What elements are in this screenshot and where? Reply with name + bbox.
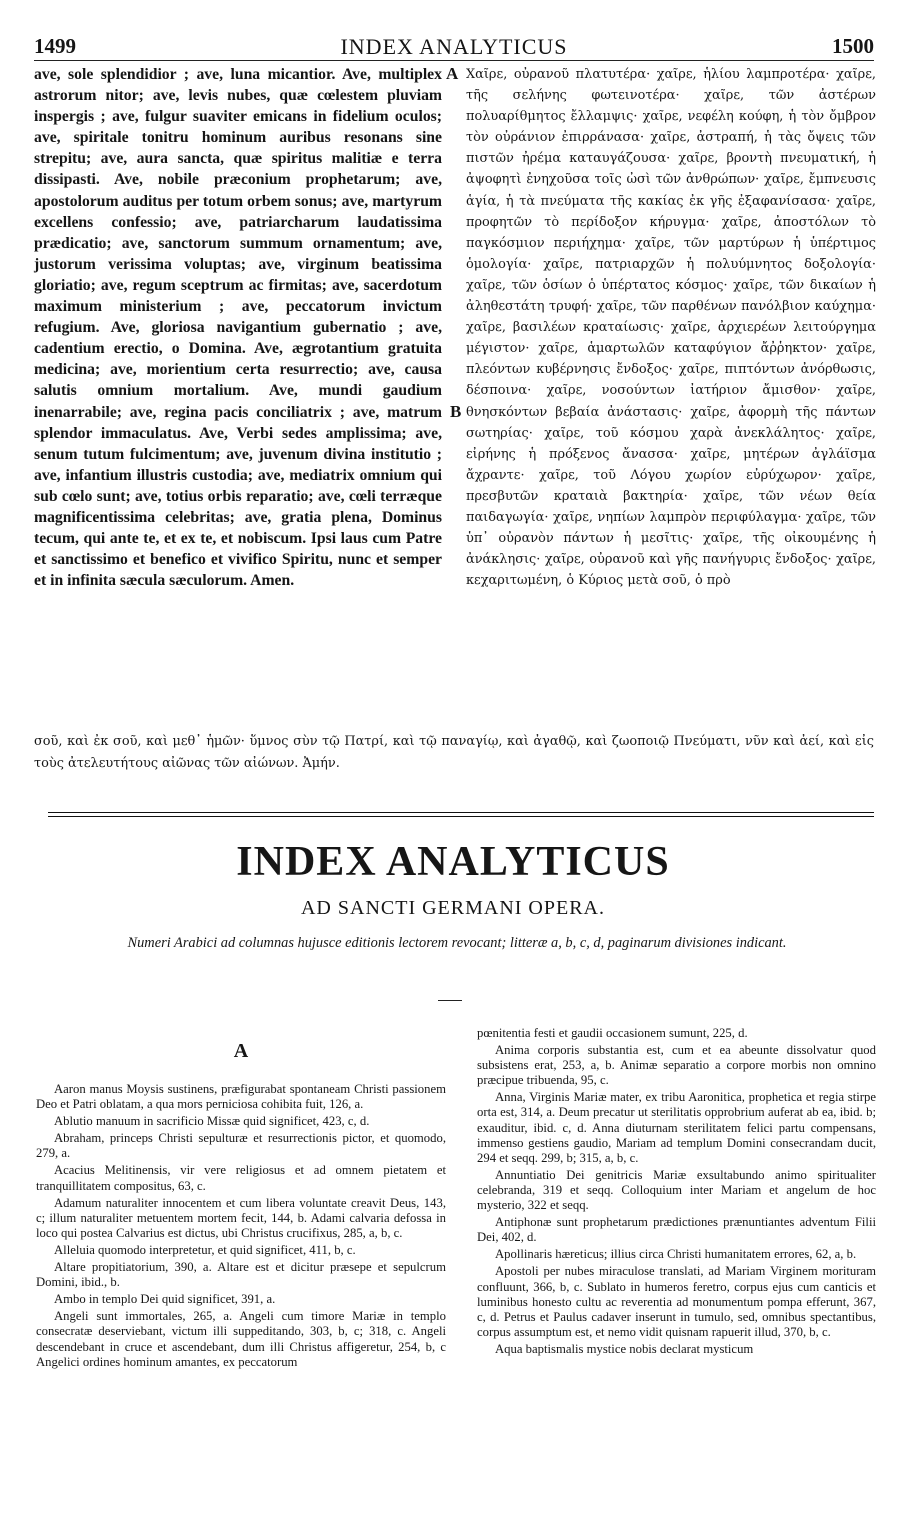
index-entry: Aqua baptismalis mystice nobis declarat mysticum (495, 1341, 754, 1356)
index-right-column (477, 1026, 876, 1359)
index-subtitle: AD SANCTI GERMANI OPERA. (300, 897, 605, 919)
greek-column: Χαῖρε, οὐρανοῦ πλατυτέρα· χαῖρε, ἡλίου λαμπροτέρα· χαῖρε, τῆς σελήνης φωτεινοτέρα· χαῖρε, τῶν ἀστέρων πολυαρίθμητος ἔλλαμψις· χαῖρε, νεφέλη κούφη, ἡ τὸν ὄμβρον τὸν οὐράνιον ἐπιρράνασα· χαῖρε, ἀστραπή, ἡ τὰς ὄψεις τῶν πιστῶν ἠρέμα καταυγάζουσα· χαῖρε, βροντὴ πνευματική, ἡ ἀψοφητὶ ἐνηχοῦσα τοῖς ὠσὶ τῶν ἀνθρώπων· χαῖρε, ἔμπνευσις ἁγία, ἡ τὰ πνεύματα τῆς κακίας ἐκ γῆς ἐξαφανίσασα· χαῖρε, προφητῶν τὸ περίδοξον κήρυγμα· χαῖρε, ἀποστόλων τὸ παγκόσμιον περιήχημα· χαῖρε, τῶν μαρτύρων ἡ ὑπέρτιμος ὁμολογία· χαῖρε, πατριαρχῶν ἡ πολυύμνητος δοξολογία· χαῖρε, τῶν ὁσίων ὁ ὑπέρτατος κόσμος· χαῖρε, τῶν δικαίων ἡ ἀληθεστάτη τρυφή· χαῖρε, τῶν παρθένων πανόλβιον καύχημα· χαῖρε, βασιλέων κραταίωσις· χαῖρε, ἀρχιερέων λειτούργημα μέγιστον· χαῖρε, ἁμαρτωλῶν καταφύγιον ἄῤῥηκτον· χαῖρε, πλεόντων κυβέρνησις ἔνδοξος· χαῖρε, πιπτόντων ἀνόρθωσις, δέσποινα· χαῖρε, νοσούντων ἰατήριον ἄμισθον· χαῖρε, θνησκόντων βεβαία ἀνάστασις· χαῖρε, ἀφορμὴ τῆς πάντων σωτηρίας· χαῖρε, τοῦ κόσμου χαρὰ ἀνεκλάλητος· χαῖρε, εἰρήνης ἡ πρόξενος ἄνασσα· χαῖρε, μητέρων ἀγλάϊσμα ἄχραντε· χαῖρε, τοῦ Λόγου χωρίον εὐρύχωρον· χαῖρε, πρεσβυτῶν κραταιὰ βακτηρία· χαῖρε, τῶν νέων θεία παιδαγωγία· χαῖρε, νηπίων λαμπρὸν περιφύλαγμα· χαῖρε, τῶν ὑπ᾿ οὐρανὸν πάντων ἡ μεσῖτις· χαῖρε, τῆς οἰκουμένης ἡ ἀνάκλησις· χαῖρε, οὐρανοῦ καὶ γῆς πανήγυρις ἔνδοξος· χαῖρε, κεχαριτωμένη, ὁ Κύριος μετὰ σοῦ, ὁ πρὸ (466, 67, 876, 589)
index-entry: Adamum naturaliter innocentem et cum libera voluntate creavit Deus, 143, c; illum naturaliter metuentem mortem fecit, 144, b. Adami calvaria defossa in loco qui postea Calvarius est dictus, ubi Christus crucifixus, 285, a, b, c. (36, 1195, 446, 1240)
index-entry: Antiphonæ sunt prophetarum prædictiones prænuntiantes adventum Filii Dei, 402, d. (477, 1215, 876, 1245)
index-entry: Aaron manus Moysis sustinens, præfigurabat spontaneam Christi passionem Deo et Patri oblatam, a qua mors perniciosa cohibita fuit, 126, a. (36, 1082, 446, 1112)
index-entry: Apostoli per nubes miraculose translati, ad Mariam Virginem morituram confluunt, 366, b, c. Sublato in humeros feretro, corpus ejus cum canticis et luminibus honesto cultu ac reverentia ad monumentum pompa efferunt, 367, c, d. Petrus et Paulus cadaver inserunt in tumulo, sed, omnibus spectantibus, corpus assumptum est, et nemo vidit quisnam rapuerit illud, 370, b, c. (477, 1264, 876, 1339)
index-entry: Ablutio manuum in sacrificio Missæ quid significet, 423, c, d. (54, 1114, 370, 1129)
index-entry: Anna, Virginis Mariæ mater, ex tribu Aaronitica, prophetica et regia stirpe orta est, 314, a. Deum precatur ut sterilitatis opprobrium auferat ab ea, ibid. b; exauditur, ibid. c, d. Anna diuturnam sterilitatem felici partu compensans, immenso gestiens gaudio, Mariam ad templum Domini consecrandam ducit, 294 et seqq. 299, b; 315, a, b, c. (477, 1090, 876, 1165)
index-entry: Altare propitiatorium, 390, a. Altare est et dicitur præsepe et sepulcrum Domini, ibid., b. (36, 1260, 446, 1290)
index-entry: Angeli sunt immortales, 265, a. Angeli cum timore Mariæ in templo consecratæ deserviebant, victum illi suppeditando, 303, b, c; 318, c. Angeli descendebant in cruce et ascendebant, dum illi Christus affigeretur, 254, b, c Angelici ordines hominum amantes, ex peccatorum (36, 1309, 446, 1369)
page-number-left: 1499 (34, 34, 76, 58)
latin-column: ave, sole splendidior ; ave, luna micantior. Ave, multiplex astrorum nitor; ave, levis nubes, quæ cœlestem pluviam inspergis ; ave, fulgur suaviter emicans in fidelium oculos; ave, spiritale tonitru hominum auribus resonans sine strepitu; ave, aura sancta, quæ spiritus malitiæ e terra dissipasti. Ave, nobile præconium prophetarum; ave, apostolorum auditus per totum orbem sonus; ave, martyrum excellens confessio; ave, patriarcharum laudatissima prædicatio; ave, sanctorum summum ornamentum; ave, justorum verissima voluptas; ave, virginum beatissima gloriatio; ave, regum sceptrum ac firmitas; ave, sacerdotum maximum ministerium ; ave, peccatorum invictum refugium. Ave, gloriosa navigantium gubernatio ; ave, cadentium erectio, o Domina. Ave, ægrotantium gratuita medicina; ave, morientium certa resurrectio; ave, causa salutis omnium mortalium. Ave, mundi gaudium inenarrabile; ave, regina pacis conciliatrix ; ave, matrum splendor immaculatus. Ave, Verbi sedes amplissima; ave, senum tutum fulcimentum; ave, juvenum divina institutio ; ave, infantium illustris custodia; ave, mediatrix omnium qui sub cœlo sunt; ave, totius orbis reparatio; ave, cœli terræque magnificentissima celebritas; ave, gratia plena, Dominus tecum, qui ante te, et ex te, et nobiscum. Ipsi laus cum Patre et sanctissimo et benefico et vivifico Spiritu, nunc et semper et in infinita sæcula sæculorum. Amen. (34, 66, 442, 590)
index-entry: Acacius Melitinensis, vir vere religiosus et ad omnem pietatem et tranquillitatem compositus, 63, c. (36, 1163, 446, 1193)
margin-letter-b: B (450, 402, 462, 421)
index-note: Numeri Arabici ad columnas hujusce editionis lectorem revocant; litteræ a, b, c, d, paginarum divisiones indicant. (127, 935, 787, 951)
index-left-column (36, 1040, 446, 1372)
title-dash (438, 1000, 462, 1001)
running-header (34, 34, 874, 61)
index-entry: Annuntiatio Dei genitricis Mariæ exsultabundo animo spiritualiter celebranda, 319 et seqq. Colloquium inter Mariam et angelum de hoc mysterio, 322 et seqq. (477, 1167, 876, 1213)
index-entry: Apollinaris hæreticus; illius circa Christi humanitatem errores, 62, a, b. (495, 1247, 857, 1262)
greek-closing-line: σοῦ, καὶ ἐκ σοῦ, καὶ μεθ᾿ ἡμῶν· ὕμνος σὺν τῷ Πατρί, καὶ τῷ παναγίῳ, καὶ ἀγαθῷ, καὶ ζωοποιῷ Πνεύματι, νῦν καὶ ἀεί, καὶ εἰς τοὺς ἀτελευτήτους αἰῶνας τῶν αἰώνων. Ἀμήν. (34, 734, 874, 771)
letter-heading: A (233, 1040, 249, 1062)
index-title: INDEX ANALYTICUS (236, 839, 670, 885)
section-rule-top (48, 812, 874, 813)
index-entry: Abraham, princeps Christi sepulturæ et resurrectionis pictor, et quomodo, 279, a. (36, 1131, 446, 1161)
index-entry: Alleluia quomodo interpretetur, et quid significet, 411, b, c. (54, 1242, 356, 1257)
index-entry: Ambo in templo Dei quid significet, 391, a. (54, 1292, 276, 1307)
margin-letter-a: A (446, 64, 459, 83)
section-rule-bottom (48, 816, 874, 817)
index-entry: pœnitentia festi et gaudii occasionem sumunt, 225, d. (477, 1026, 748, 1040)
index-entry: Anima corporis substantia est, cum et ea abeunte dissolvatur quod subsistens erat, 253, a, b. Animæ separatio a corpore morbis non omnino præcipue tribuenda, 95, c. (477, 1043, 876, 1088)
page-number-right: 1500 (832, 34, 874, 58)
running-title: INDEX ANALYTICUS (340, 34, 568, 59)
